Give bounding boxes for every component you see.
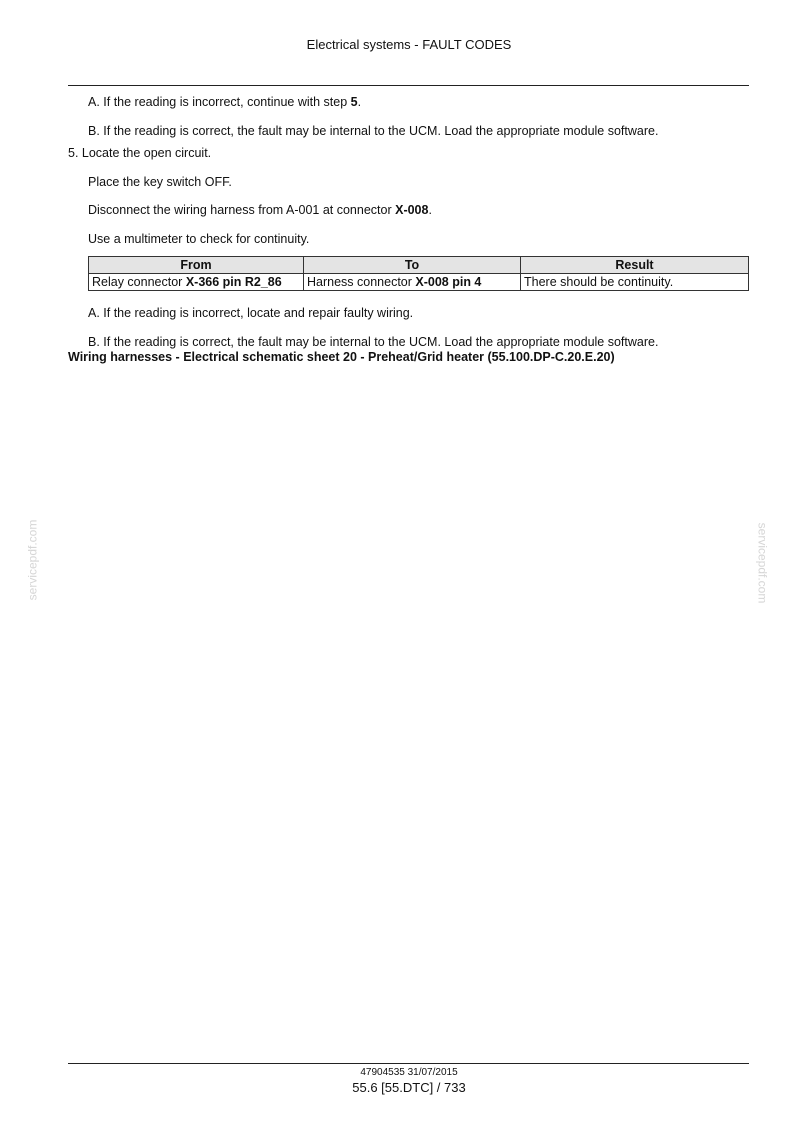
header-rule: [68, 85, 749, 86]
section-reference-link[interactable]: Wiring harnesses - Electrical schematic sheet 20 - Preheat/Grid heater (55.100.DP-C.20.E.20): [68, 350, 615, 364]
instruction-a-incorrect-2: A. If the reading is incorrect, locate and repair faulty wiring.: [88, 306, 414, 320]
cell-from: [89, 274, 304, 291]
cell-connector: X-366 pin R2_86: [185, 275, 282, 289]
cell-text: Harness connector: [307, 275, 416, 289]
footer-document-code: 47904535 31/07/2015: [360, 1067, 458, 1078]
instruction-multimeter: Use a multimeter to check for continuity.: [88, 232, 310, 246]
column-header-to: To: [304, 257, 521, 274]
cell-text: Relay connector: [92, 275, 186, 289]
watermark-right: servicepdf.com: [755, 522, 770, 604]
column-header-result: Result: [521, 257, 749, 274]
continuity-table: [88, 256, 749, 291]
table-header-row: [89, 257, 749, 274]
cell-connector: X-008 pin 4: [415, 275, 482, 289]
instruction-a-incorrect: [88, 95, 361, 109]
step-reference: 5: [350, 95, 358, 109]
cell-to: [304, 274, 521, 291]
connector-id: X-008: [395, 203, 429, 217]
page-header-title: Electrical systems - FAULT CODES: [306, 37, 512, 52]
footer-rule: [68, 1063, 749, 1064]
step-5-heading: 5. Locate the open circuit.: [68, 146, 212, 160]
instruction-text: A. If the reading is incorrect, continue with step: [88, 95, 351, 109]
instruction-punct: .: [357, 95, 362, 109]
instruction-key-switch: Place the key switch OFF.: [88, 175, 232, 189]
table-row: [89, 274, 749, 291]
instruction-b-correct-2: B. If the reading is correct, the fault may be internal to the UCM. Load the appropriate module software.: [88, 335, 659, 349]
cell-result: There should be continuity.: [521, 274, 749, 291]
watermark-left: servicepdf.com: [25, 519, 40, 601]
footer-page-number: 55.6 [55.DTC] / 733: [352, 1080, 466, 1095]
instruction-text: Disconnect the wiring harness from A-001 at connector: [88, 203, 396, 217]
column-header-from: From: [89, 257, 304, 274]
instruction-b-correct: B. If the reading is correct, the fault may be internal to the UCM. Load the appropriate module software.: [88, 124, 659, 138]
instruction-disconnect: [88, 203, 432, 217]
instruction-punct: .: [428, 203, 432, 217]
